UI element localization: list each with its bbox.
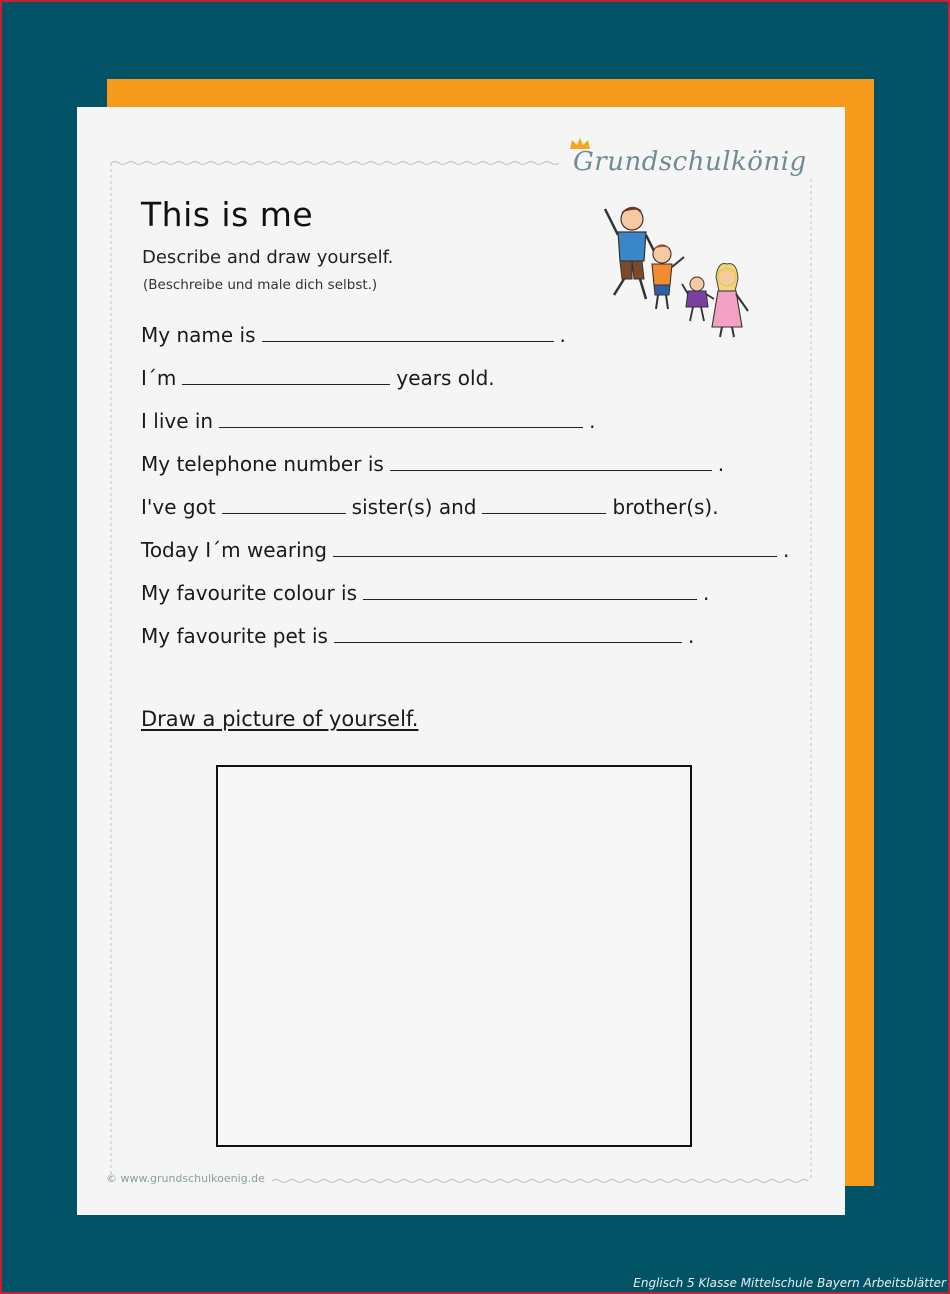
- line-pet: My favourite pet is .: [141, 624, 695, 648]
- age-blank[interactable]: [182, 383, 390, 385]
- worksheet-page: [77, 107, 845, 1215]
- line-phone: My telephone number is .: [141, 452, 725, 476]
- sisters-blank[interactable]: [222, 512, 346, 514]
- wearing-blank[interactable]: [333, 555, 777, 557]
- name-blank[interactable]: [262, 340, 554, 342]
- draw-instruction: Draw a picture of yourself.: [141, 707, 419, 731]
- drawing-box[interactable]: [216, 765, 692, 1147]
- colour-blank[interactable]: [363, 598, 697, 600]
- boy-figure: [652, 245, 684, 309]
- line-wearing: Today I´m wearing .: [141, 538, 790, 562]
- city-blank[interactable]: [219, 426, 583, 428]
- line-siblings: I've got sister(s) and brother(s).: [141, 495, 719, 519]
- pet-blank[interactable]: [334, 641, 682, 643]
- mom-figure: [712, 264, 748, 337]
- line-age: I´m years old.: [141, 366, 495, 390]
- line-name: My name is .: [141, 323, 566, 347]
- worksheet-subtitle-german: (Beschreibe und male dich selbst.): [143, 277, 378, 293]
- brothers-blank[interactable]: [482, 512, 606, 514]
- family-illustration: [572, 199, 772, 339]
- dad-figure: [605, 207, 658, 299]
- worksheet-subtitle: Describe and draw yourself.: [142, 247, 394, 268]
- line-colour: My favourite colour is .: [141, 581, 710, 605]
- brand-logo: Grundschulkönig: [573, 147, 807, 177]
- image-caption: Englisch 5 Klasse Mittelschule Bayern Arbeitsblätter: [633, 1276, 946, 1290]
- line-city: I live in .: [141, 409, 596, 433]
- phone-blank[interactable]: [390, 469, 712, 471]
- footer-url: © www.grundschulkoenig.de: [106, 1172, 265, 1185]
- worksheet-title: This is me: [141, 195, 314, 234]
- small-girl-figure: [682, 277, 714, 321]
